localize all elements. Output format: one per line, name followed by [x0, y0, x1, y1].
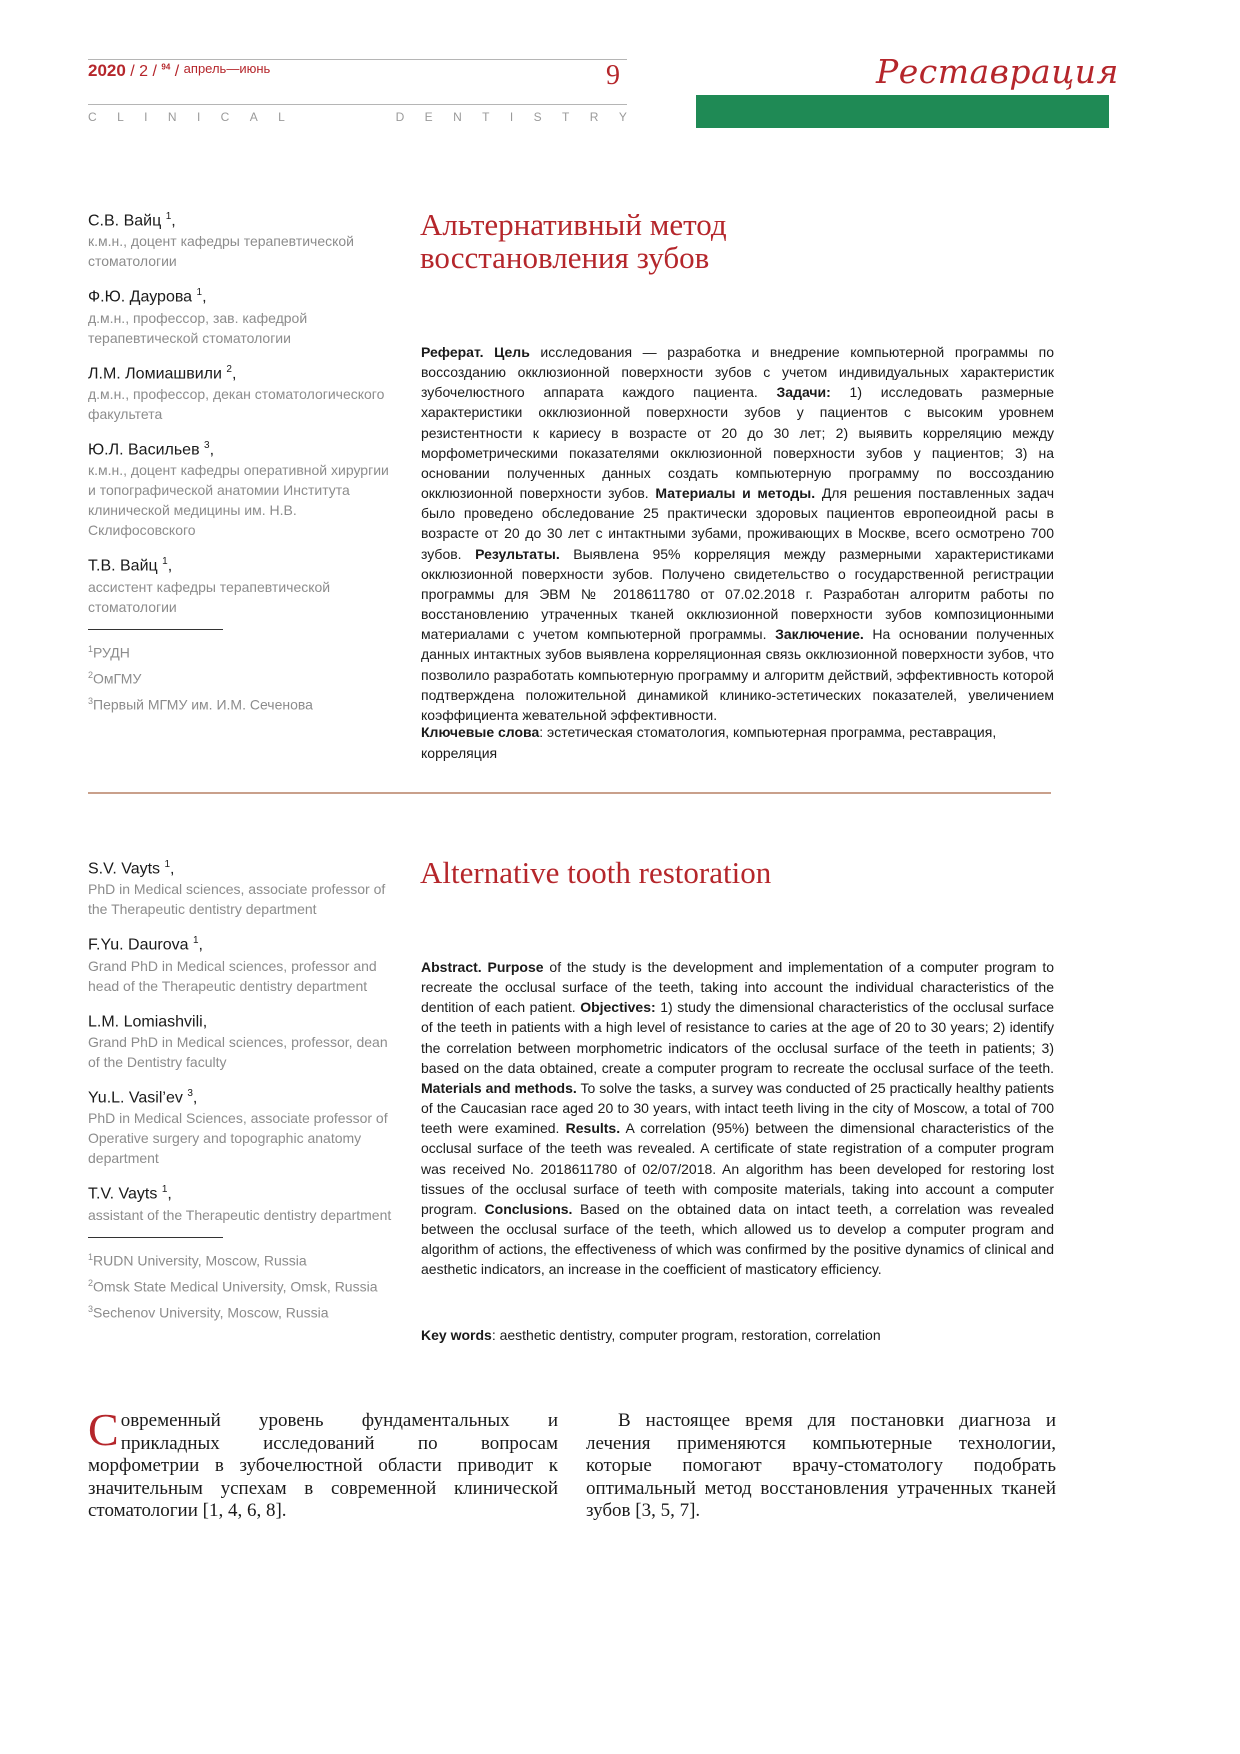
author-name [88, 931, 398, 955]
ru-title-line: Альтернативный метод [420, 207, 727, 242]
author-affiliation-index: 1 [164, 859, 171, 870]
author-name [88, 1008, 398, 1032]
author-name-tail: , [167, 557, 173, 575]
section-divider [88, 792, 1051, 794]
footnote-rule [88, 629, 223, 630]
footnote-text: Sechenov University, Moscow, Russia [93, 1304, 329, 1321]
author-name [88, 1084, 398, 1108]
ru-abstract [421, 342, 1054, 725]
author-entry [88, 283, 398, 347]
footnote-text: Omsk State Medical University, Omsk, Russia [93, 1278, 378, 1295]
author-name-text: S.V. Vayts [88, 860, 165, 878]
body-column-left [88, 1404, 558, 1523]
journal-letter: T [562, 110, 570, 124]
affiliation-footnote [88, 638, 398, 664]
ru-author-list [88, 207, 398, 716]
author-entry [88, 1180, 398, 1224]
author-entry [88, 207, 398, 271]
author-name-tail: , [171, 212, 176, 230]
author-affiliation: Grand PhD in Medical sciences, professor and head of the Therapeutic dentistry department [88, 957, 377, 994]
author-name [88, 855, 398, 879]
abstract-text: 1) исследовать размерные характеристики окклюзионной поверхности зубов у пациентов с высоким уровнем резистентности к кариесу в возрасте от 20 до 30 лет; 2) выявить корреляцию между морфометрическими показателями окклюзионной поверхности зубов у пациентов; 3) на основании полученных данных создать компьютерную программу по воссозданию окклюзионной поверхности зубов. [421, 384, 1055, 502]
author-affiliation-index: 1 [162, 556, 168, 568]
author-entry [88, 552, 398, 616]
author-entry [88, 436, 398, 540]
abstract-heading: Results. [565, 1120, 621, 1137]
author-affiliation: PhD in Medical sciences, associate professor of the Therapeutic dentistry department [88, 881, 386, 918]
issue-info: 2020 / 2 / $^{94}$ / апрель—июнь [88, 61, 271, 80]
en-author-list [88, 855, 398, 1324]
header-rule-middle [88, 104, 627, 105]
author-affiliation: Grand PhD in Medical sciences, professor, dean of the Dentistry faculty [88, 1033, 388, 1070]
journal-letter: C [220, 110, 230, 124]
journal-letter: L [278, 110, 285, 124]
journal-letter: R [589, 110, 599, 124]
journal-letter: A [249, 110, 258, 124]
abstract-text: Based on the obtained data on intact teeth, a correlation was revealed between the occlusal surface of the teeth, which allowed us to develop a computer program and algorithm of actions, the effectiveness of which was confirmed by the positive dynamics of clinical and aesthetic indicators, an increase in the coefficient of masticatory efficiency. [421, 1200, 1054, 1278]
section-title: Реставрация [876, 52, 1119, 91]
author-name [88, 283, 398, 307]
author-name-tail: , [167, 1185, 172, 1203]
abstract-heading: Материалы и методы. [655, 485, 816, 502]
abstract-heading: Objectives: [580, 999, 656, 1016]
author-name [88, 360, 398, 384]
journal-letter: Y [618, 110, 627, 124]
author-entry [88, 360, 398, 424]
abstract-heading: Результаты. [475, 545, 560, 562]
abstract-heading: Задачи: [776, 384, 831, 401]
issue-serial: 94 [161, 62, 171, 72]
journal-letter [305, 110, 375, 124]
author-affiliation-index: 3 [187, 1087, 193, 1099]
author-affiliation: к.м.н., доцент кафедры терапевтической стоматологии [88, 233, 354, 270]
en-abstract [421, 957, 1054, 1280]
author-affiliation: д.м.н., профессор, зав. кафедрой терапевтической стоматологии [88, 309, 308, 346]
ru-keywords [421, 722, 1054, 763]
journal-letter: I [144, 110, 148, 124]
body-paragraph: В настоящее время для постановки диагноза и лечения применяются компьютерные технологии, которые помогают врачу-стоматологу подобрать оптимальный метод восстановления утраченных тканей зубов [3, 5, 7]. [586, 1410, 1056, 1521]
author-affiliation: assistant of the Therapeutic dentistry department [88, 1206, 392, 1223]
journal-letter: E [424, 110, 433, 124]
header-rule-top [88, 59, 627, 60]
author-name-text: Л.М. Ломиашвили [88, 364, 227, 382]
journal-letter: N [453, 110, 462, 124]
journal-letter: D [395, 110, 405, 124]
issue-months: апрель—июнь [183, 61, 271, 76]
journal-letter: L [117, 110, 124, 124]
abstract-text: To solve the tasks, a survey was conducted of 25 practically healthy patients of the Caucasian race aged 20 to 30 years, with intact teeth living in the city of Moscow, a total of 700 teeth were examined. [421, 1079, 1054, 1137]
journal-name [88, 110, 627, 124]
footnote-text: ОмГМУ [93, 670, 142, 687]
journal-letter: C [88, 110, 97, 124]
affiliation-footnote [88, 1246, 398, 1272]
author-affiliation: д.м.н., профессор, декан стоматологического факультета [88, 385, 385, 422]
abstract-text: A correlation (95%) between the dimensional characteristics of the occlusal surface of the teeth was revealed. A certificate of state registration of a computer program was received No. 2018611780 of 02/07/2018. An algorithm has been developed for restoring lost tissues of the occlusal surface of teeth with composite materials, taking into account a computer program. [421, 1120, 1054, 1217]
author-name-text: Ю.Л. Васильев [88, 441, 205, 459]
journal-letter: I [509, 110, 514, 124]
author-name-tail: , [209, 441, 215, 459]
author-name-text: F.Yu. Daurova [88, 936, 193, 954]
author-name-text: Ф.Ю. Даурова [88, 288, 197, 306]
author-affiliation-index: 2 [226, 363, 232, 375]
footnote-rule [88, 1237, 223, 1238]
affiliation-footnote [88, 1298, 398, 1324]
footnote-text: RUDN University, Moscow, Russia [93, 1252, 307, 1269]
footnote-text: РУДН [93, 644, 130, 661]
author-name-text: Yu.L. Vasil’ev [88, 1089, 188, 1107]
author-affiliation-index: 1 [196, 287, 203, 299]
author-affiliation-index: 3 [204, 439, 210, 451]
ru-title-line: восстановления зубов [420, 240, 710, 275]
body-column-right [586, 1410, 1056, 1523]
ru-article-title [420, 208, 727, 274]
author-name-tail: , [170, 860, 175, 878]
author-entry [88, 855, 398, 919]
footnote-index: 1 [88, 643, 94, 654]
author-name-tail: , [198, 936, 203, 954]
author-name-text: T.V. Vayts [88, 1185, 162, 1203]
author-name-text: С.В. Вайц [88, 212, 166, 230]
author-name-tail: , [192, 1089, 198, 1107]
author-name [88, 207, 398, 231]
abstract-text: Выявлена 95% корреляция между размерными характеристиками окклюзионной поверхности зубов. Получено свидетельство о государственной регистрации программы для ЭВМ № 2018611780 от 07.02.2018 г. Разработан алгоритм работы по восстановлению утраченных тканей окклюзионной поверхности зубов композиционными материалами с учетом компьютерной программы. [421, 545, 1054, 643]
abstract-text: исследования — разработка и внедрение компьютерной программы по воссозданию окклюзионной поверхности зубов с учетом индивидуальных характеристик зубочелюстного аппарата каждого пациента. [421, 344, 1054, 401]
journal-letter: I [196, 110, 201, 124]
author-entry [88, 1084, 398, 1168]
author-affiliation: ассистент кафедры терапевтической стоматологии [88, 578, 331, 615]
abstract-heading: Реферат. Цель [421, 344, 530, 360]
page-number: 9 [606, 60, 620, 91]
author-affiliation: PhD in Medical Sciences, associate professor of Operative surgery and topographic anatomy department [88, 1110, 388, 1167]
author-name-text: L.M. Lomiashvili, [88, 1012, 208, 1030]
ru-keywords-text: : эстетическая стоматология, компьютерная программа, реставрация, корреляция [421, 724, 997, 761]
author-entry [88, 931, 398, 995]
author-name [88, 436, 398, 460]
author-affiliation-index: 1 [192, 935, 199, 947]
author-name-tail: , [231, 364, 237, 382]
footnote-index: 3 [88, 695, 94, 706]
abstract-heading: Abstract. Purpose [421, 959, 544, 975]
en-keywords-label: Key words [421, 1327, 492, 1343]
ru-keywords-label: Ключевые слова [421, 724, 540, 740]
author-affiliation-index: 1 [165, 211, 172, 222]
en-article-title: Alternative tooth restoration [420, 855, 772, 890]
author-affiliation-index: 1 [161, 1184, 168, 1196]
section-color-bar [696, 95, 1109, 128]
footnote-text: Первый МГМУ им. И.М. Сеченова [93, 696, 313, 713]
affiliation-footnote [88, 690, 398, 716]
en-keywords [421, 1325, 1054, 1346]
journal-letter: S [533, 110, 542, 124]
issue-number: 2 [139, 63, 149, 80]
abstract-heading: Conclusions. [484, 1200, 573, 1217]
affiliation-footnote [88, 664, 398, 690]
author-name [88, 1180, 398, 1204]
footnote-index: 1 [88, 1251, 94, 1262]
journal-letter: N [167, 110, 177, 124]
author-entry [88, 1008, 398, 1072]
body-paragraph: овременный уровень фундаментальных и прикладных исследований по вопросам морфометрии в зубочелюстной области приводит к значительным успехам в современной клинической стоматологии [1, 4, 6, 8]. [88, 1410, 558, 1521]
journal-letter: T [482, 110, 490, 124]
author-name-text: Т.В. Вайц [88, 557, 163, 575]
footnote-index: 2 [88, 1277, 94, 1288]
abstract-text: Для решения поставленных задач было проведено обследование 25 практически здоровых пациентов европеоидной расы в возрасте от 20 до 30 лет с интактными зубами, проживающих в Москве, всего осмотрено 700 зубов. [421, 485, 1054, 562]
footnote-index: 2 [88, 669, 94, 680]
author-affiliation: к.м.н., доцент кафедры оперативной хирургии и топографической анатомии Института клинической медицины им. Н.В. Склифосовского [88, 462, 389, 539]
en-keywords-text: : aesthetic dentistry, computer program, restoration, correlation [491, 1327, 881, 1343]
issue-year: 2020 [88, 61, 126, 80]
abstract-heading: Заключение. [775, 626, 864, 643]
author-name [88, 552, 398, 576]
abstract-text: 1) study the dimensional characteristics of the occlusal surface of the teeth in patients with a high level of resistance to caries at the age of 20 to 30 years; 2) identify the correlation between morphometric indicators of the occlusal surface of the teeth in patients; 3) based on the data obtained, create a computer program to recreate the occlusal surface of the teeth. [421, 999, 1055, 1076]
abstract-text: of the study is the development and implementation of a computer program to recreate the occlusal surface of the teeth, taking into account the individual characteristics of the dentition of each patient. [421, 959, 1054, 1016]
drop-cap: С [88, 1404, 119, 1455]
abstract-text: На основании полученных данных интактных зубов выявлена корреляционная связь окклюзионной поверхности зубов, что позволило разработать компьютерную программу и алгоритм действий, эффективность которой подтверждена положительной динамикой клинико-эстетических показателей, увеличением коэффициента жевательной эффективности. [421, 626, 1054, 723]
author-name-tail: , [202, 288, 207, 306]
affiliation-footnote [88, 1272, 398, 1298]
abstract-heading: Materials and methods. [421, 1079, 577, 1096]
footnote-index: 3 [88, 1303, 94, 1314]
